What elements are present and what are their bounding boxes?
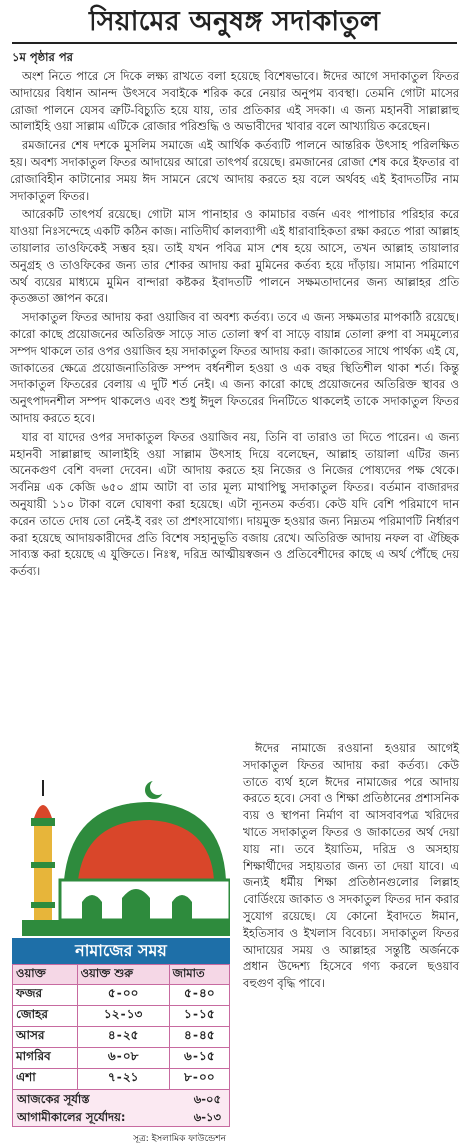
sunset-label: আজকের সূর্যাস্ত [17,1092,90,1106]
column-header: ওয়াক্ত শুরু [77,965,169,985]
table-header-row [13,965,230,985]
sunrise-row [13,1108,229,1126]
sunset-value: ৬-০৫ [193,1092,221,1106]
prayer-jamat: ১-১৫ [169,1006,229,1027]
prayer-start: ৬-০৮ [77,1048,169,1069]
crescent-cutout [150,779,166,795]
sunset-row [13,1090,229,1108]
sunrise-value: ৬-১৩ [193,1110,221,1124]
prayer-start: ৭-২১ [77,1069,169,1090]
table-row [13,1069,230,1090]
prayer-name: এশা [13,1069,78,1090]
lower-section [0,740,469,1144]
prayer-times-table [12,964,230,1090]
paragraph: আরেকটি তাৎপর্য রয়েছে। গোটা মাস পানাহার ও কামাচার বর্জন এবং পাপাচার পরিহার করে যাওয়া নিঃসন্দেহে একটি কঠিন কাজ। নাতিদীর্ঘ কালব্যাপী এই ধারাবাহিকতা রক্ষা করতে পারা আল্লাহ তায়ালার তাওফিকেই সম্ভব হয়। তাই যখন পবিত্র মাস শেষ হয়ে আসে, তখন আল্লাহ তায়ালার অনুগ্রহ ও তাওফিকের জন্য তার শোকর আদায় করা মুমিনের কর্তব্য হয়ে দাঁড়ায়। সামান্য পরিমাণে অর্থ ব্যয়ের মাধ্যমে মুমিন বান্দারা কষ্টকর ইবাদতটি পালনে সক্ষমতাদানের জন্য আল্লাহর প্রতি কৃতজ্ঞতা জ্ঞাপন করে। [10,207,459,306]
arch [172,895,192,920]
prayer-name: আসর [13,1027,78,1048]
arch [82,895,102,920]
article-body [10,68,459,582]
prayer-jamat: ৫-৪০ [169,985,229,1006]
minaret-band [31,862,55,868]
paragraph: অংশ নিতে পারে সে দিকে লক্ষ্য রাখতে বলা হয়েছে বিশেষভাবে। ঈদের আগে সদাকাতুল ফিতর আদায়ের বিধান আনন্দ উৎসবে সবাইকে শরিক করে নেয়ার অনুপম ব্যবস্থা। তেমনি গোটা মাসের রোজা পালনে যেসব ত্রুটি-বিচ্যুতি হয়ে যায়, তার প্রতিকার এই সদকা। এ জন্য মহানবী সাল্লাল্লাহু আলাইহি ওয়া সাল্লাম এটিকে রোজার পরিশুদ্ধি ও অভাবীদের খাবার বলে আখ্যায়িত করেছেন। [10,69,459,134]
mosque-illustration [12,762,230,938]
paragraph: রমজানের শেষ দশকে মুসলিম সমাজে এই আর্থিক কর্তব্যটি পালনে আন্তরিক উৎসাহ পরিলক্ষিত হয়। অবশ্য সদাকাতুল ফিতর আদায়ের আরো তাৎপর্য রয়েছে। রমজানের রোজা শেষ করে ইফতার বা রোজাবিহীন কাটানোর সময় ঈদ সামনে রেখে আদায় করতে হয় বলে অর্থবহ এই ইবাদতটির নাম সদাকাতুল ফিতর। [10,138,459,203]
column-header: জামাত [169,965,229,985]
continuation-note: ১ম পৃষ্ঠার পর [12,50,73,64]
column-header: ওয়াক্ত [13,965,78,985]
prayer-times-box [12,938,230,1146]
mosque-ground [22,920,230,936]
prayer-jamat: ৬-১৫ [169,1048,229,1069]
minaret-cap [34,805,52,818]
minaret-band [31,818,55,826]
article-headline: সিয়ামের অনুষঙ্গ সদাকাতুল [88,6,381,37]
headline-divider [12,42,457,44]
prayer-name: ফজর [13,985,78,1006]
sun-times [12,1090,230,1127]
table-row [13,1048,230,1069]
minaret-band [31,902,55,908]
prayer-name: জোহর [13,1006,78,1027]
source-credit: সূত্র: ইসলামিক ফাউন্ডেশন [133,1134,226,1144]
prayer-times-title: নামাজের সময় [12,938,230,964]
sunrise-label: আগামীকালের সূর্যোদয়: [17,1110,126,1124]
minaret-left [34,822,52,932]
paragraph: যার বা যাদের ওপর সদাকাতুল ফিতর ওয়াজিব নয়, তিনি বা তারাও তা দিতে পারেন। এ জন্য মহানবী সাল্লাল্লাহু আলাইহি ওয়া সাল্লাম উৎসাহ দিয়ে বলেছেন, আল্লাহ তায়ালা এটির জন্য অনেকগুণ বেশি বদলা দেবেন। এটা আদায় করতে হয় নিজের ও নিজের পোষ্যদের পক্ষ থেকে। সর্বনিম্ন এক কেজি ৬৫০ গ্রাম আটা বা তার মূল্য মাথাপিছু সদাকাতুল ফিতর। বর্তমান বাজারদর অনুযায়ী ১১০ টাকা বলে ঘোষণা করা হয়েছে। এটা ন্যূনতম কর্তব্য। কেউ যদি বেশি পরিমাণে দান করেন তাতে দোষ তো নেই-ই বরং তা প্রশংসাযোগ্য। দায়মুক্ত হওয়ার জন্য নিম্নতম পরিমাণটি নির্ধারণ করা হয়েছে আদায়কারীদের প্রতি বিশেষ সহানুভূতি বজায় রেখে। অতিরিক্ত আদায় নফল বা ঐচ্ছিক সাব্যস্ত করা হয়েছে এ যুক্তিতে। নিঃস্ব, দরিদ্র আত্মীয়স্বজন ও প্রতিবেশীদের কাছে এ অর্থ পৌঁছে দেয় কর্তব্য। [10,429,459,579]
arch [122,889,150,920]
prayer-name: মাগরিব [13,1048,78,1069]
table-row [13,1006,230,1027]
prayer-start: ৫-০০ [77,985,169,1006]
prayer-jamat: ৪-৪৫ [169,1027,229,1048]
table-row [13,985,230,1006]
right-column-text: ঈদের নামাজে রওয়ানা হওয়ার আগেই সদাকাতুল ফিতর আদায় করা কর্তব্য। কেউ তাতে ব্যর্থ হলে ঈদের নামাজের পরে আদায় করতে হবে। সেবা ও শিক্ষা প্রতিষ্ঠানের প্রশাসনিক ব্যয় ও স্থাপনা নির্মাণ বা আসবাবপত্র খরিদের খাতে সদাকাতুল ফিতর ও জাকাতের অর্থ দেয়া যায় না। তবে ইয়াতিম, দরিদ্র ও অসহায় শিক্ষার্থীদের সহায়তার জন্য তা দেয়া যাবে। এ জন্যই ধর্মীয় শিক্ষা প্রতিষ্ঠানগুলোর লিল্লাহ বোর্ডিংয়ে জাকাত ও সদকাতুল ফিতর দান করার সুযোগ রয়েছে। যে কোনো ইবাদতে ঈমান, ইহতিসাব ও ইখলাস বিবেচ্য। সদাকাতুল ফিতর আদায়ের সময় ও আল্লাহর সন্তুষ্টি অর্জনকে প্রধান উদ্দেশ্য হিসেবে গণ্য করলে ছওয়াব বহুগুণ বৃদ্ধি পাবে। [243,741,459,991]
prayer-start: ১২-১৩ [77,1006,169,1027]
paragraph: সদাকাতুল ফিতর আদায় করা ওয়াজিব বা অবশ্য কর্তব্য। তবে এ জন্য সক্ষমতার মাপকাঠি রয়েছে। কারো কাছে প্রয়োজনের অতিরিক্ত সাড়ে সাত তোলা স্বর্ণ বা সাড়ে বায়ান্ন তোলা রুপা বা সমমূল্যের সম্পদ থাকলে তার ওপর ওয়াজিব হয় সদাকাতুল ফিতর আদায় করা। জাকাতের সাথে পার্থক্য এই যে, জাকাতের ক্ষেত্রে প্রয়োজনাতিরিক্ত সম্পদ বর্ধনশীল হওয়া ও এক বছর স্থিতিশীল থাকা শর্ত। কিন্তু সদাকাতুল ফিতরের বেলায় এ দুটি শর্ত নেই। এ জন্য কারো কাছে প্রয়োজনের অতিরিক্ত স্থাবর ও অনুৎপাদনশীল সম্পদ থাকলেও এবং শুধু ঈদুল ফিতরের দিনটিতে থাকলেই তাকে সদাকাতুল ফিতর আদায় করতে হবে। [10,310,459,425]
table-row [13,1027,230,1048]
prayer-start: ৪-২৫ [77,1027,169,1048]
prayer-jamat: ৮-০০ [169,1069,229,1090]
